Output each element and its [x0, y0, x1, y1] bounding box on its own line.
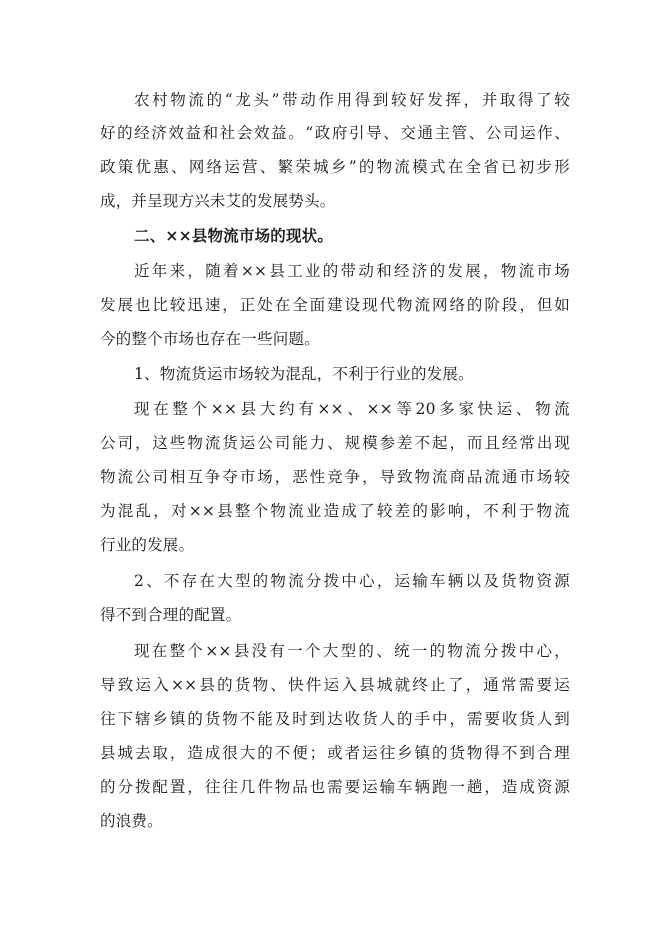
paragraph-1-line-2: 好的经济效益和社会效益。“政府引导、交通主管、公司运作、: [100, 124, 570, 142]
paragraph-3-line-1: 现在整个××县大约有××、××等20多家快运、物流: [134, 400, 570, 418]
section-heading: 二、××县物流市场的现状。: [134, 226, 334, 245]
paragraph-4-line-6: 的浪费。: [100, 812, 163, 830]
paragraph-1-line-1: 农村物流的“龙头”带动作用得到较好发挥，并取得了较: [134, 91, 570, 109]
paragraph-1-line-3: 政策优惠、网络运营、繁荣城乡”的物流模式在全省已初步形: [100, 158, 570, 176]
paragraph-2-line-2: 发展也比较迅速，正处在全面建设现代物流网络的阶段，但如: [100, 296, 570, 314]
paragraph-4-line-2: 导致运入××县的货物、快件运入县城就终止了，通常需要运: [100, 676, 570, 694]
paragraph-1-line-4: 成，并呈现方兴未艾的发展势头。: [100, 192, 336, 210]
subheading-2-line-2: 得不到合理的配置。: [100, 606, 242, 624]
paragraph-4-line-5: 的分拨配置，往往几件物品也需要运输车辆跑一趟，造成资源: [100, 778, 570, 796]
paragraph-3-line-4: 为混乱，对××县整个物流业造成了较差的影响，不利于物流: [100, 502, 570, 520]
paragraph-4-line-1: 现在整个××县没有一个大型的、统一的物流分拨中心，: [134, 642, 570, 660]
subheading-2-line-1: 2、不存在大型的物流分拨中心，运输车辆以及货物资源: [134, 572, 570, 590]
paragraph-2-line-3: 今的整个市场也存在一些问题。: [100, 330, 320, 348]
subheading-1: 1、物流货运市场较为混乱，不利于行业的发展。: [134, 365, 474, 383]
paragraph-3-line-5: 行业的发展。: [100, 536, 195, 554]
paragraph-2-line-1: 近年来，随着××县工业的带动和经济的发展，物流市场: [134, 262, 570, 280]
paragraph-3-line-2: 公司，这些物流货运公司能力、规模参差不起，而且经常出现: [100, 434, 570, 452]
paragraph-4-line-4: 县城去取，造成很大的不便；或者运往乡镇的货物得不到合理: [100, 744, 570, 762]
paragraph-3-line-3: 物流公司相互争夺市场，恶性竞争，导致物流商品流通市场较: [100, 468, 570, 486]
paragraph-4-line-3: 往下辖乡镇的货物不能及时到达收货人的手中，需要收货人到: [100, 710, 570, 728]
